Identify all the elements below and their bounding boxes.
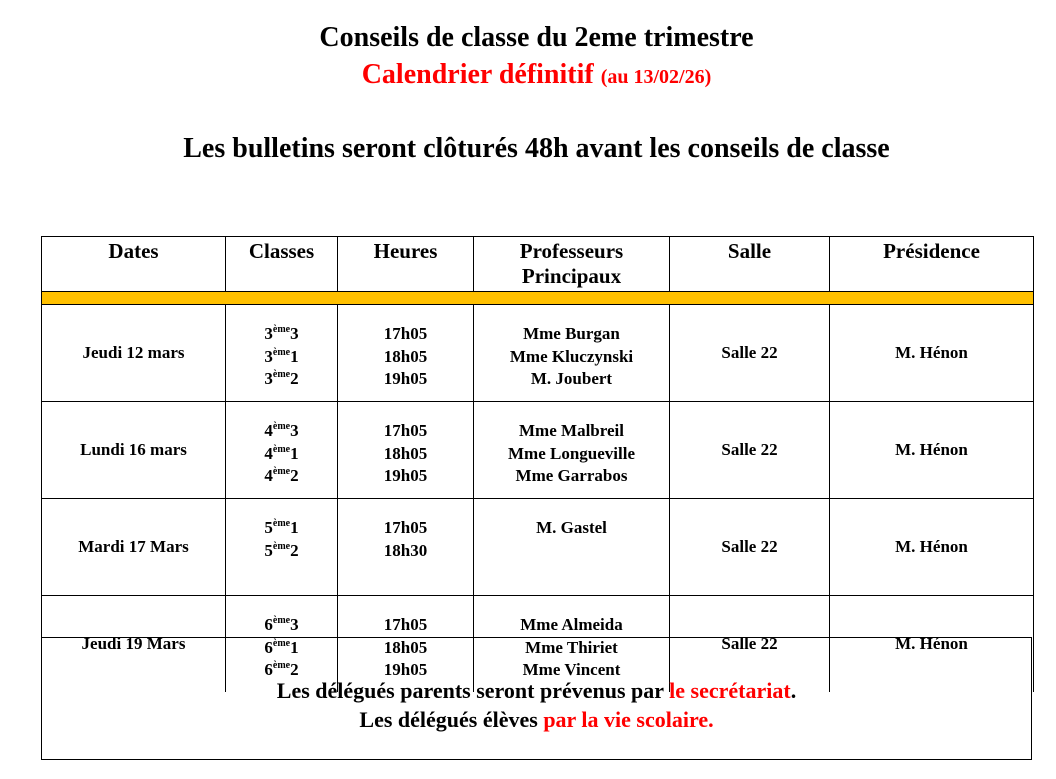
class-level-suffix: ème	[272, 369, 291, 380]
class-level-suffix: ème	[272, 660, 291, 671]
hour-value: 17h05	[383, 324, 428, 343]
class-level-suffix: ème	[272, 346, 291, 358]
page-title: Conseils de classe du 2eme trimestre	[319, 22, 754, 53]
cell-room: Salle 22	[670, 305, 830, 402]
class-level: 3	[264, 346, 273, 366]
class-group: 2	[290, 540, 299, 560]
subtitle-date: (au 13/02/26)	[600, 66, 712, 88]
delegates-notice-text	[42, 676, 1031, 734]
cell-classes	[226, 305, 338, 402]
column-header-professeurs	[474, 237, 670, 292]
class-level: 6	[264, 637, 273, 657]
table-row	[42, 499, 1034, 596]
cell-teachers	[474, 499, 670, 596]
teacher-name: Mme Longueville	[507, 443, 635, 463]
notice-line2-prefix: Les délégués élèves	[359, 707, 538, 732]
teacher-name: Mme Kluczynski	[509, 346, 634, 366]
column-header-heures: Heures	[338, 237, 474, 292]
column-header-classes: Classes	[226, 237, 338, 292]
class-group: 1	[290, 637, 299, 657]
class-level-suffix: ème	[272, 518, 291, 529]
hour-value: 18h30	[383, 540, 428, 560]
class-level: 5	[264, 518, 273, 537]
class-group: 2	[290, 660, 299, 679]
class-group: 3	[290, 615, 299, 634]
class-level-suffix: ème	[272, 615, 291, 626]
class-level-suffix: ème	[272, 421, 291, 432]
class-level-suffix: ème	[272, 324, 291, 335]
header-separator-band	[42, 292, 1034, 305]
hour-value: 18h05	[383, 637, 428, 657]
cell-hours	[338, 402, 474, 499]
cell-president: M. Hénon	[830, 499, 1034, 596]
class-group: 2	[290, 466, 299, 485]
cell-president: M. Hénon	[830, 305, 1034, 402]
column-header-presidence: Présidence	[830, 237, 1034, 292]
column-header-professeurs-line1: Professeurs	[519, 239, 624, 263]
class-group: 2	[290, 369, 299, 388]
teacher-name: Mme Almeida	[520, 615, 623, 634]
hour-value: 17h05	[383, 615, 428, 634]
class-group: 3	[290, 421, 299, 440]
class-group: 1	[290, 518, 299, 537]
hour-value: 17h05	[383, 421, 428, 440]
class-level-suffix: ème	[272, 443, 291, 455]
column-header-salle: Salle	[670, 237, 830, 292]
class-level: 3	[264, 324, 273, 343]
class-level-suffix: ème	[272, 466, 291, 477]
bulletins-notice: Les bulletins seront clôturés 48h avant les conseils de classe	[183, 133, 890, 164]
teacher-name: M. Joubert	[530, 369, 613, 388]
class-level: 4	[264, 466, 273, 485]
hour-value: 18h05	[383, 346, 428, 366]
schedule-table	[41, 236, 1034, 692]
cell-date: Jeudi 12 mars	[42, 305, 226, 402]
notice-line2-highlight: par la vie scolaire.	[543, 707, 714, 732]
hour-value: 18h05	[383, 443, 428, 463]
class-label	[264, 369, 298, 388]
delegates-notice-box	[41, 637, 1032, 760]
class-label	[264, 541, 298, 560]
teacher-name: Mme Vincent	[522, 660, 621, 679]
teacher-name: Mme Malbreil	[519, 421, 624, 440]
class-level-suffix: ème	[272, 637, 291, 649]
hour-value: 19h05	[383, 369, 428, 388]
page-subtitle	[0, 58, 1056, 94]
cell-room: Salle 22	[670, 402, 830, 499]
class-label	[264, 518, 298, 537]
class-level: 4	[264, 421, 273, 440]
class-group: 1	[290, 443, 299, 463]
class-group: 1	[290, 346, 299, 366]
cell-president: M. Hénon	[830, 596, 1034, 693]
class-level: 6	[264, 615, 273, 634]
class-level: 5	[264, 540, 273, 560]
class-label	[264, 421, 298, 440]
teacher-name: M. Gastel	[536, 518, 607, 537]
teacher-name: Mme Thiriet	[525, 637, 618, 657]
cell-teachers	[474, 402, 670, 499]
separator-band-cell	[42, 292, 1034, 305]
cell-room: Salle 22	[670, 499, 830, 596]
class-label	[264, 444, 298, 463]
column-header-dates: Dates	[42, 237, 226, 292]
notice-line1-suffix: .	[790, 678, 797, 703]
hour-value: 19h05	[383, 466, 428, 485]
cell-classes	[226, 499, 338, 596]
subtitle-text: Calendrier définitif	[361, 59, 594, 90]
class-level: 3	[264, 369, 273, 388]
cell-date: Lundi 16 mars	[42, 402, 226, 499]
table-header-row	[42, 237, 1034, 292]
class-level-suffix: ème	[272, 540, 291, 552]
class-label	[264, 466, 298, 485]
class-label	[264, 615, 298, 634]
cell-teachers	[474, 305, 670, 402]
class-label	[264, 324, 298, 343]
class-level: 4	[264, 443, 273, 463]
class-label	[264, 347, 298, 366]
cell-hours	[338, 305, 474, 402]
table-row	[42, 305, 1034, 402]
table-row	[42, 402, 1034, 499]
cell-classes	[226, 402, 338, 499]
hour-value: 19h05	[383, 660, 428, 679]
notice-line1-prefix: Les délégués parents seront prévenus par	[276, 678, 664, 703]
cell-date: Mardi 17 Mars	[42, 499, 226, 596]
cell-president: M. Hénon	[830, 402, 1034, 499]
cell-date: Jeudi 19 Mars	[42, 596, 226, 693]
cell-room: Salle 22	[670, 596, 830, 693]
hour-value: 17h05	[383, 518, 428, 537]
notice-line1-highlight: le secrétariat	[669, 678, 791, 703]
class-level: 6	[264, 660, 273, 679]
class-group: 3	[290, 324, 299, 343]
teacher-name: Mme Garrabos	[515, 466, 628, 485]
teacher-name: Mme Burgan	[523, 324, 620, 343]
column-header-professeurs-line2: Principaux	[521, 264, 622, 288]
cell-hours	[338, 499, 474, 596]
